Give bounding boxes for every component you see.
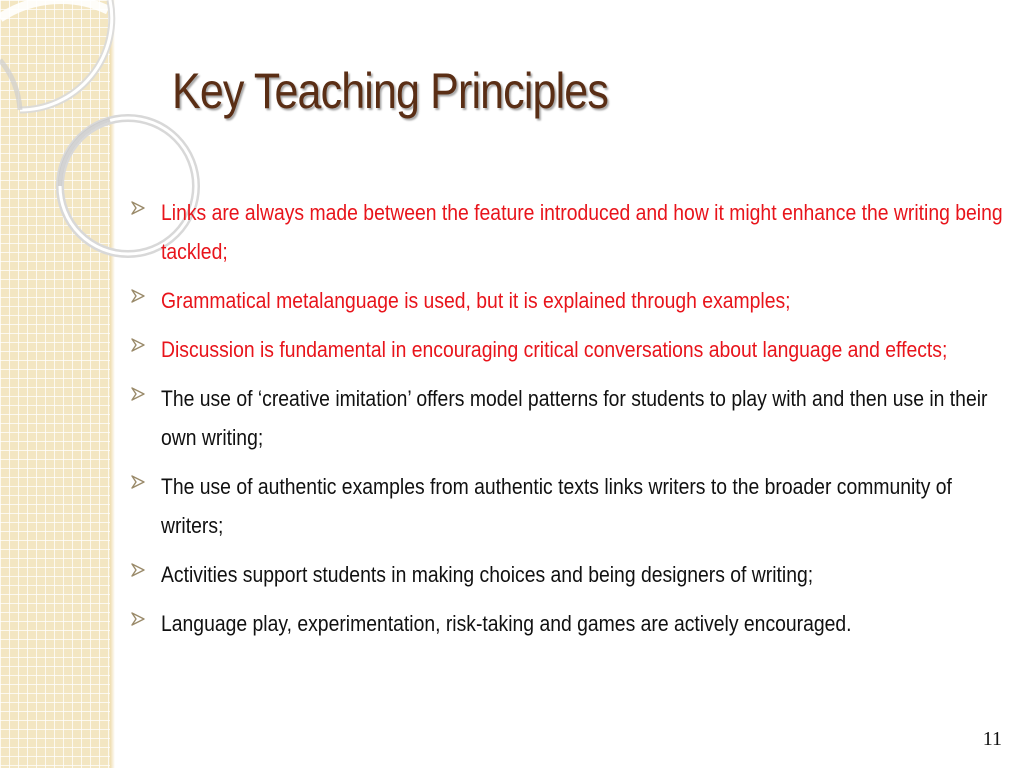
bullet-item (130, 555, 1010, 594)
bullet-item (130, 379, 1010, 457)
arrowhead-bullet-icon (130, 475, 146, 489)
bullet-list (130, 193, 1010, 653)
bullet-item (130, 604, 1010, 643)
arrowhead-bullet-icon (130, 338, 146, 352)
arrowhead-bullet-icon (130, 387, 146, 401)
bullet-item (130, 193, 1010, 271)
bullet-item (130, 467, 1010, 545)
bullet-item (130, 330, 1010, 369)
slide-title: Key Teaching Principles (172, 63, 608, 119)
bullet-text: Grammatical metalanguage is used, but it is explained through examples; (161, 288, 791, 313)
arrowhead-bullet-icon (130, 201, 146, 215)
bullet-text: Activities support students in making choices and being designers of writing; (161, 562, 814, 587)
arrowhead-bullet-icon (130, 612, 146, 626)
bullet-text: Discussion is fundamental in encouraging critical conversations about language and effects; (161, 337, 948, 362)
bullet-text: The use of authentic examples from authentic texts links writers to the broader community of writers; (161, 474, 952, 538)
arrowhead-bullet-icon (130, 289, 146, 303)
bullet-item (130, 281, 1010, 320)
page-number: 11 (982, 728, 1002, 750)
arrowhead-bullet-icon (130, 563, 146, 577)
bullet-text: Links are always made between the feature introduced and how it might enhance the writing being tackled; (161, 200, 1003, 264)
bullet-text: The use of ‘creative imitation’ offers model patterns for students to play with and then use in their own writing; (161, 386, 988, 450)
bullet-text: Language play, experimentation, risk-taking and games are actively encouraged. (161, 611, 852, 636)
